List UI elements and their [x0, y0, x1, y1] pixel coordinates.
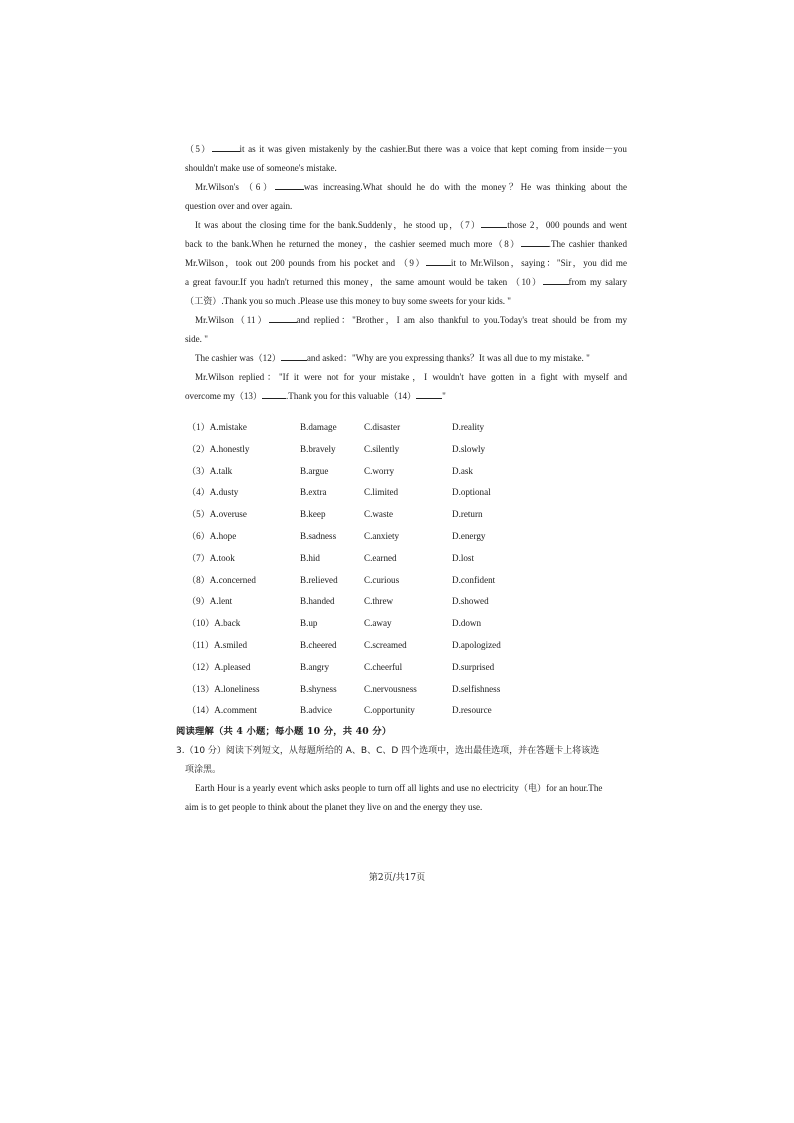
- passage-line: shouldn't make use of someone's mistake.: [185, 163, 337, 173]
- option-b: B.sadness: [300, 530, 337, 541]
- option-row: [187, 461, 607, 483]
- option-d: D.ask: [452, 465, 473, 476]
- answer-blank: [521, 237, 549, 247]
- option-d: D.selfishness: [452, 683, 501, 694]
- option-a: （4）A.dusty: [187, 487, 239, 498]
- option-row: [187, 591, 607, 613]
- text: from my salary: [568, 277, 628, 287]
- option-a: （8）A.concerned: [187, 574, 256, 585]
- option-row: [187, 635, 607, 657]
- passage-line: [185, 178, 627, 197]
- option-d: D.showed: [452, 596, 489, 607]
- option-d: D.optional: [452, 487, 491, 498]
- option-row: [187, 570, 607, 592]
- option-row: [187, 526, 607, 548]
- passage-line: [185, 387, 627, 406]
- option-row: [187, 504, 607, 526]
- passage-line: Earth Hour is a yearly event which asks people to turn off all lights and use no electricity（电）for an hour.The: [195, 783, 603, 793]
- option-b: B.relieved: [300, 574, 338, 585]
- option-b: B.damage: [300, 422, 337, 432]
- option-a: （3）A.talk: [187, 465, 233, 476]
- text: a great favour.If you hadn't returned this money，the same amount would be taken （10）: [185, 277, 543, 287]
- option-a: （10）A.back: [187, 618, 241, 629]
- option-b: B.argue: [300, 465, 329, 476]
- option-a: （11）A.smiled: [187, 639, 248, 650]
- answer-blank: [262, 389, 286, 399]
- text: and replied："Brother，I am also thankful to you.Today's treat should be from my: [296, 315, 627, 325]
- passage-line: aim is to get people to think about the planet they live on and the energy they use.: [185, 802, 483, 812]
- option-row: [187, 417, 607, 439]
- option-row: [187, 679, 607, 701]
- option-d: D.energy: [452, 530, 486, 541]
- option-d: D.down: [452, 618, 482, 629]
- text: It was about the closing time for the bank.Suddenly，he stood up，（7）: [195, 220, 482, 230]
- answer-blank: [212, 142, 240, 152]
- option-c: C.away: [364, 618, 392, 629]
- instruction-line: 3.（10 分）阅读下列短文，从每题所给的 A、B、C、D 四个选项中，选出最佳选项，并在答题卡上将该选: [176, 746, 600, 756]
- answer-blank: [275, 180, 304, 190]
- text: The cashier was（12）: [195, 353, 281, 363]
- answer-blank: [269, 313, 297, 323]
- option-c: C.waste: [364, 509, 394, 520]
- option-c: C.worry: [364, 465, 395, 476]
- page-number: 第2页/共17页: [368, 873, 426, 883]
- option-row: [187, 439, 607, 461]
- passage-line: question over and over again.: [185, 201, 293, 211]
- option-a: （2）A.honestly: [187, 443, 250, 454]
- option-c: C.disaster: [364, 422, 401, 432]
- text: it to Mr.Wilson，saying："Sir，you did me: [450, 258, 627, 268]
- passage-line: [185, 254, 627, 273]
- text: Mr.Wilson's （6）: [195, 182, 275, 192]
- passage-line: side. ": [185, 334, 208, 344]
- text: was increasing.What should he do with the money？He was thinking about the: [303, 182, 627, 192]
- text: ": [442, 391, 446, 401]
- text: （5）: [185, 144, 212, 154]
- option-b: B.hid: [300, 552, 320, 563]
- option-c: C.screamed: [364, 639, 407, 650]
- passage-line: （工资）.Thank you so much .Please use this money to buy some sweets for your kids. ": [185, 296, 511, 306]
- option-a: （13）A.loneliness: [187, 683, 260, 694]
- option-d: D.lost: [452, 552, 474, 563]
- answer-blank: [481, 218, 507, 228]
- passage-line: Mr.Wilson replied："If it were not for your mistake，I wouldn't have gotten in a fight with myself and: [195, 372, 627, 382]
- option-b: B.keep: [300, 509, 326, 520]
- option-a: （9）A.lent: [187, 596, 233, 607]
- option-a: （1）A.mistake: [187, 422, 247, 432]
- passage-line: [185, 216, 627, 235]
- option-row: [187, 700, 607, 722]
- option-d: D.resource: [452, 705, 492, 716]
- option-a: （7）A.took: [187, 552, 235, 563]
- answer-blank: [281, 351, 307, 361]
- option-b: B.extra: [300, 487, 327, 498]
- option-d: D.slowly: [452, 443, 486, 454]
- option-row: [187, 548, 607, 570]
- option-c: C.cheerful: [364, 661, 403, 672]
- option-d: D.apologized: [452, 639, 501, 650]
- answer-blank: [416, 389, 442, 399]
- option-b: B.up: [300, 618, 318, 629]
- option-b: B.bravely: [300, 443, 336, 454]
- section-title: 阅读理解（共 4 小题；每小题 10 分，共 40 分）: [176, 726, 392, 737]
- option-b: B.cheered: [300, 639, 337, 650]
- text: those 2，000 pounds and went: [507, 220, 627, 230]
- option-c: C.curious: [364, 574, 400, 585]
- text: and asked："Why are you expressing thanks？It was all due to my mistake. ": [306, 353, 590, 363]
- text: overcome my（13）: [185, 391, 263, 401]
- instruction-line: 项涂黑。: [185, 765, 222, 775]
- passage-line: [185, 140, 627, 159]
- option-c: C.limited: [364, 487, 399, 498]
- option-c: C.earned: [364, 552, 397, 563]
- option-a: （6）A.hope: [187, 530, 237, 541]
- text: back to the bank.When he returned the money，the cashier seemed much more（8）: [185, 239, 521, 249]
- passage-line: [185, 349, 627, 368]
- question-3-instruction: [176, 742, 628, 780]
- passage-line: [185, 235, 627, 254]
- text: it as it was given mistakenly by the cashier.But there was a voice that kept coming from inside－you: [239, 144, 627, 154]
- option-row: [187, 657, 607, 679]
- option-c: C.opportunity: [364, 705, 415, 716]
- passage-line: [185, 311, 627, 330]
- option-row: [187, 613, 607, 635]
- option-c: C.nervousness: [364, 683, 417, 694]
- cloze-passage: [185, 140, 627, 406]
- text: .Thank you for this valuable（14）: [286, 391, 417, 401]
- answer-options-table: [187, 417, 607, 722]
- option-row: [187, 482, 607, 504]
- passage-line: [185, 273, 627, 292]
- answer-blank: [426, 256, 451, 266]
- option-b: B.shyness: [300, 683, 337, 694]
- reading-passage: [185, 779, 627, 817]
- option-c: C.anxiety: [364, 530, 400, 541]
- text: Mr.Wilson，took out 200 pounds from his pocket and （9）: [185, 258, 426, 268]
- option-b: B.advice: [300, 705, 333, 716]
- option-a: （12）A.pleased: [187, 661, 251, 672]
- text: .The cashier thanked: [548, 239, 627, 249]
- text: Mr.Wilson（11）: [195, 315, 269, 325]
- option-c: C.silently: [364, 443, 400, 454]
- option-d: D.confident: [452, 574, 496, 585]
- option-a: （5）A.overuse: [187, 509, 247, 520]
- option-a: （14）A.comment: [187, 705, 257, 716]
- option-d: D.surprised: [452, 661, 495, 672]
- option-d: D.reality: [452, 422, 485, 432]
- option-b: B.handed: [300, 596, 335, 607]
- option-d: D.return: [452, 509, 483, 520]
- answer-blank: [543, 275, 569, 285]
- option-b: B.angry: [300, 661, 330, 672]
- option-c: C.threw: [364, 596, 394, 607]
